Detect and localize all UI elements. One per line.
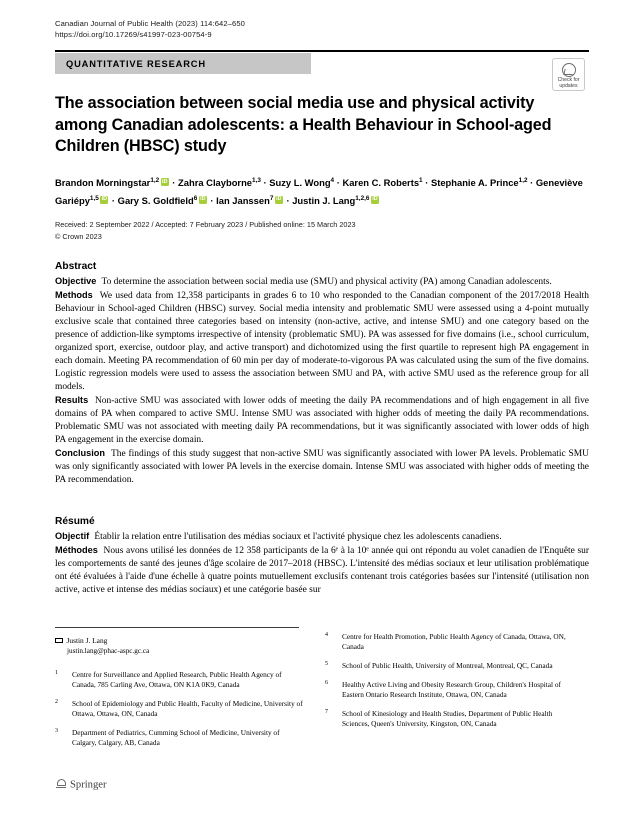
author-separator: ·: [169, 177, 179, 189]
resume-section: [55, 516, 589, 597]
abstract-text: To determine the association between social media use (SMU) and physical activity (PA) among Canadian adolescents.: [101, 276, 552, 287]
abstract-paragraph: [55, 544, 589, 597]
author-affiliation-marker: 1,3: [252, 177, 261, 184]
affiliation-number: 3: [55, 728, 58, 734]
author-affiliation-marker: 1,2: [150, 177, 160, 184]
abstract-subheading: Results: [55, 394, 89, 405]
resume-body: [55, 530, 589, 597]
abstract-subheading: Méthodes: [55, 544, 98, 555]
affiliation-text: Department of Pediatrics, Cumming School of Medicine, University of Calgary, Calgary, AB, Canada: [72, 728, 280, 748]
abstract-paragraph: [55, 394, 589, 447]
publisher-logo: [56, 778, 106, 791]
abstract-section: [55, 261, 589, 487]
springer-logo-icon: [56, 778, 67, 789]
check-for-updates-badge[interactable]: [552, 58, 585, 91]
abstract-subheading: Objectif: [55, 530, 90, 541]
page-title: The association between social media use and physical activity among Canadian adolescents: a Health Behaviour in School-aged Children (HBSC) study: [55, 94, 552, 155]
abstract-text: Non-active SMU was associated with lower odds of meeting the daily PA recommendations and of high engagement in all five domains of PA when compared to active SMU. Intense SMU was associated with higher odds of meeting the daily PA recommendations. Problematic SMU was not associated with meeting daily PA recommendations, but it was significantly associated with lower odds of high PA engagement in the exercise domain.: [55, 395, 589, 446]
affiliation-number: 4: [325, 631, 328, 638]
abstract-paragraph: [55, 289, 589, 394]
affiliation-text: Centre for Surveillance and Applied Research, Public Health Agency of Canada, 785 Carling Ave, Ottawa, ON K1A 0K9, Canada: [72, 670, 282, 690]
abstract-body: [55, 275, 589, 488]
affiliation-text: Centre for Health Promotion, Public Health Agency of Canada, Ottawa, ON, Canada: [342, 632, 566, 652]
check-for-updates-icon: [562, 63, 576, 77]
author-separator: ·: [527, 177, 536, 189]
affiliation-number: 2: [55, 698, 58, 705]
author-entry: [431, 177, 528, 188]
abstract-heading: Abstract: [55, 261, 97, 272]
corresponding-author-name: Justin J. Lang: [66, 636, 108, 645]
author-list: [55, 173, 589, 208]
abstract-text: Établir la relation entre l'utilisation des médias sociaux et l'activité physique chez les adolescents canadiens.: [94, 531, 502, 542]
author-affiliation-marker: 1,5: [89, 194, 99, 202]
affiliation-text: School of Kinesiology and Health Studies, Department of Public Health Sciences, Queen's University, Kingston, ON, Canada: [342, 708, 553, 729]
orcid-icon[interactable]: [371, 196, 379, 204]
affiliation-item: [325, 709, 573, 730]
author-entry: [178, 177, 261, 188]
author-separator: ·: [422, 177, 431, 189]
abstract-subheading: Objective: [55, 275, 97, 286]
orcid-icon[interactable]: [161, 178, 169, 186]
author-affiliation-marker: 6: [193, 194, 198, 202]
author-affiliation-marker: 1: [419, 177, 423, 184]
orcid-icon[interactable]: [199, 196, 207, 204]
running-head: [55, 18, 589, 40]
author-name: Karen C. Roberts: [342, 177, 420, 189]
abstract-subheading: Conclusion: [55, 448, 106, 459]
affiliations-left-column: [55, 670, 303, 757]
author-name: Suzy L. Wong: [269, 177, 331, 189]
author-affiliation-marker: 7: [269, 194, 274, 202]
check-for-updates-text: Check for updates: [557, 77, 580, 90]
affiliation-item: [325, 632, 573, 653]
author-name: Stephanie A. Prince: [430, 177, 519, 189]
doi-link[interactable]: https://doi.org/10.17269/s41997-023-00754-9: [55, 30, 212, 40]
author-separator: ·: [283, 194, 293, 206]
affiliation-item: [325, 680, 573, 701]
affiliation-text: School of Epidemiology and Public Health, Faculty of Medicine, University of Ottawa, Ottawa, ON, Canada: [72, 699, 303, 719]
author-name: Zahra Clayborne: [178, 177, 253, 189]
author-separator: ·: [207, 194, 217, 206]
abstract-paragraph: [55, 447, 589, 487]
affiliation-number: 5: [325, 660, 328, 667]
affiliation-number: 1: [55, 669, 58, 676]
abstract-subheading: Methods: [55, 289, 93, 300]
author-separator: ·: [109, 194, 118, 206]
affiliation-text: Healthy Active Living and Obesity Research Group, Children's Hospital of Eastern Ontario Research Institute, Ottawa, ON, Canada: [342, 679, 561, 700]
author-name: Ian Janssen: [216, 194, 270, 206]
affiliation-number: 7: [325, 708, 328, 715]
header-rule: [55, 50, 589, 52]
author-entry: [216, 195, 284, 206]
author-name: Gary S. Goldfield: [117, 194, 194, 206]
corresponding-author-email[interactable]: justin.lang@phac-aspc.gc.ca: [67, 647, 150, 656]
corresponding-author: [55, 636, 305, 657]
author-affiliation-marker: 1,2,6: [355, 194, 370, 202]
orcid-icon[interactable]: [275, 196, 283, 204]
affiliation-item: [55, 670, 303, 691]
affiliations-right-column: [325, 632, 573, 738]
author-entry: [342, 177, 422, 188]
abstract-text: The findings of this study suggest that non-active SMU was significantly associated with lower PA levels. Problematic SMU was only significantly associated with lower PA levels in the exercise domain. Intense SMU was associated with higher odds of meeting the PA recommendation.: [55, 449, 590, 486]
author-entry: [269, 177, 334, 188]
abstract-paragraph: [55, 275, 589, 289]
affiliation-item: [325, 661, 573, 671]
affiliation-item: [55, 728, 303, 749]
publisher-name: Springer: [70, 779, 107, 791]
affiliation-number: 6: [325, 679, 328, 686]
author-entry: [292, 195, 380, 206]
footer-rule: [55, 627, 299, 628]
author-separator: ·: [334, 177, 343, 189]
abstract-paragraph: [55, 530, 589, 544]
author-affiliation-marker: 4: [330, 177, 335, 184]
abstract-text: Nous avons utilisé les données de 12 358 participants de la 6ᵉ à la 10ᵉ année qui ont répondu au volet canadien de l'Enquête sur les comportements de santé des jeunes d'âge scolaire de 2017–2018 (HBSC). L'intensité des médias sociaux et leur utilisation problématique ont été évaluées à l'aide d'une échelle à quatre points mutuellement exclusifs contenant trois catégories basées sur l'intensité (utilisation non active, active et intense des médias sociaux) et une catégorie basée sur: [55, 545, 589, 595]
dates-line: Received: 2 September 2022 / Accepted: 7 February 2023 / Published online: 15 March 2023: [55, 220, 356, 229]
journal-citation: Canadian Journal of Public Health (2023) 114:642–650: [55, 19, 245, 28]
copyright-line: © Crown 2023: [55, 231, 102, 241]
author-affiliation-marker: 1,2: [518, 177, 528, 184]
author-name: Justin J. Lang: [292, 194, 356, 206]
section-category-label: QUANTITATIVE RESEARCH: [66, 58, 206, 69]
author-name: Brandon Morningstar: [55, 177, 151, 189]
resume-heading: Résumé: [55, 516, 95, 527]
affiliation-text: School of Public Health, University of Montreal, Montreal, QC, Canada: [342, 661, 553, 671]
author-separator: ·: [260, 177, 270, 189]
section-category-bar: [55, 53, 311, 74]
abstract-text: We used data from 12,358 participants in grades 6 to 10 who responded to the Canadian component of the 2017/2018 Health Behaviour in School-aged Children (HBSC) survey. Social media intensity and problematic SMU were assessed using a 4-point mutually exclusive scale that contained three categories based on intensity (non-active, active, and intense SMU) and one category based on the presence of addiction-like symptoms irrespective of intensity (problematic SMU). PA was assessed for five domains (i.e., school curriculum, organized sport, exercise, outdoor play, and active transport) and dichotomized using the first quartile to represent high PA engagement in each domain. Meeting PA recommendation of 60 min per day of moderate-to-vigorous PA was calculated using the sum of the five domains. Logistic regression models were used to assess the association between SMU and PA, with active SMU used as the reference group for all models.: [55, 290, 589, 392]
orcid-icon[interactable]: [100, 196, 108, 204]
author-name: Geneviève Gariépy: [55, 177, 583, 206]
author-entry: [118, 195, 208, 206]
affiliation-item: [55, 699, 303, 720]
publication-dates: [55, 219, 589, 242]
envelope-icon: [55, 638, 63, 643]
author-entry: [55, 177, 170, 188]
